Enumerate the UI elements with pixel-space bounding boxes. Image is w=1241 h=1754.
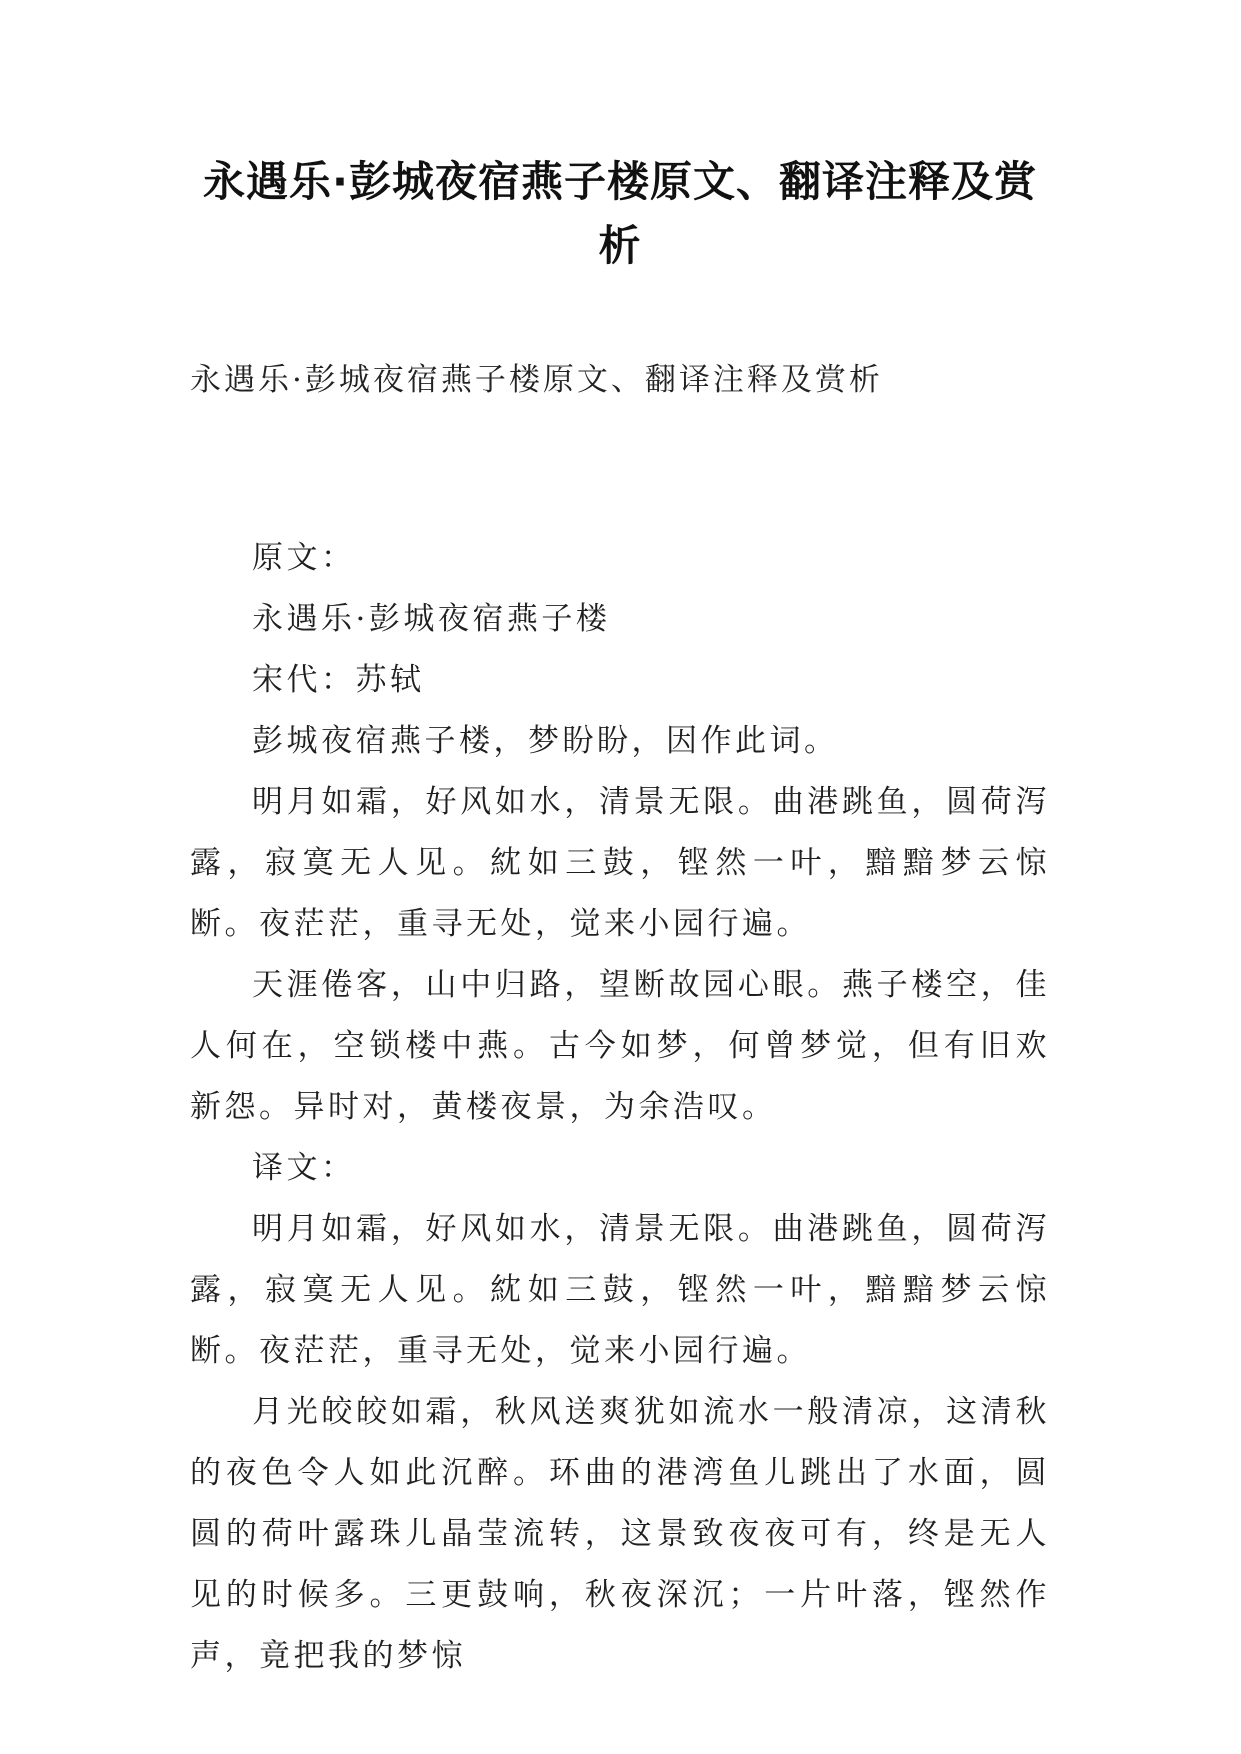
document-title: 永遇乐·彭城夜宿燕子楼原文、翻译注释及赏析 bbox=[203, 157, 1037, 270]
poem-stanza-2: 天涯倦客，山中归路，望断故园心眼。燕子楼空，佳人何在，空锁楼中燕。古今如梦，何曾梦觉，但有旧欢新怨。异时对，黄楼夜景，为余浩叹。 bbox=[190, 967, 1050, 1125]
section-label-original: 原文： bbox=[252, 540, 356, 576]
section-label-translation: 译文： bbox=[252, 1150, 356, 1186]
document-subtitle: 永遇乐·彭城夜宿燕子楼原文、翻译注释及赏析 bbox=[190, 362, 883, 398]
document-body bbox=[190, 528, 1050, 1687]
poem-stanza-1: 明月如霜，好风如水，清景无限。曲港跳鱼，圆荷泻露，寂寞无人见。紞如三鼓，铿然一叶，黯黯梦云惊断。夜茫茫，重寻无处，觉来小园行遍。 bbox=[190, 784, 1050, 942]
poem-title: 永遇乐·彭城夜宿燕子楼 bbox=[252, 601, 611, 637]
translation-paragraph: 月光皎皎如霜，秋风送爽犹如流水一般清凉，这清秋的夜色令人如此沉醉。环曲的港湾鱼儿跳出了水面，圆圆的荷叶露珠儿晶莹流转，这景致夜夜可有，终是无人见的时候多。三更鼓响，秋夜深沉；一片叶落，铿然作声，竟把我的梦惊 bbox=[190, 1394, 1050, 1674]
translation-original-stanza: 明月如霜，好风如水，清景无限。曲港跳鱼，圆荷泻露，寂寞无人见。紞如三鼓，铿然一叶，黯黯梦云惊断。夜茫茫，重寻无处，觉来小园行遍。 bbox=[190, 1211, 1050, 1369]
poem-preface: 彭城夜宿燕子楼，梦盼盼，因作此词。 bbox=[252, 723, 839, 759]
poem-author: 宋代：苏轼 bbox=[252, 662, 425, 698]
